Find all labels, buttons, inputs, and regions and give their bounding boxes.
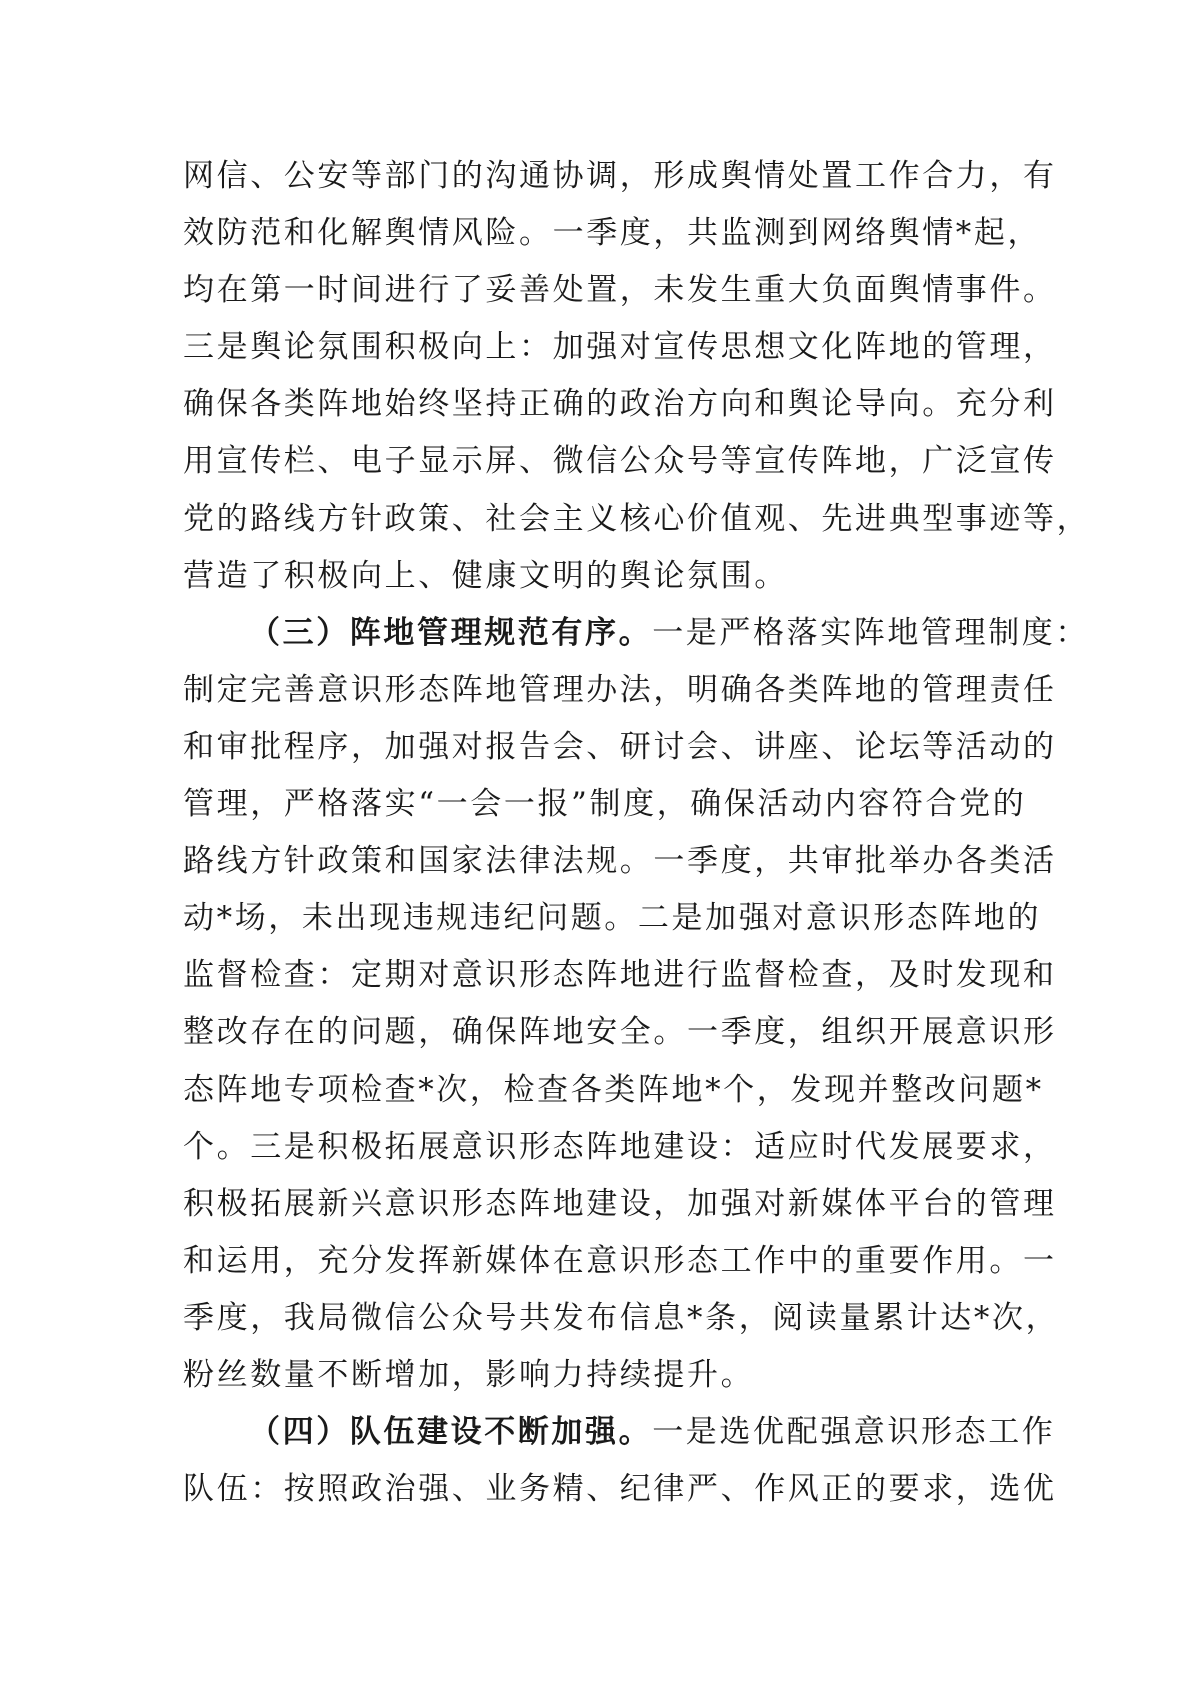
- text-line: 积极拓展新兴意识形态阵地建设，加强对新媒体平台的管理: [183, 1185, 1057, 1222]
- text-line: 确保各类阵地始终坚持正确的政治方向和舆论导向。充分利: [183, 386, 1057, 423]
- text-line: 管理，严格落实“一会一报”制度，确保活动内容符合党的: [183, 786, 1027, 823]
- text-line: 和审批程序，加强对报告会、研讨会、讲座、论坛等活动的: [183, 728, 1057, 765]
- text-line: 网信、公安等部门的沟通协调，形成舆情处置工作合力，有: [183, 158, 1057, 194]
- text-line: 个。三是积极拓展意识形态阵地建设：适应时代发展要求，: [183, 1128, 1057, 1165]
- text-line: 和运用，充分发挥新媒体在意识形态工作中的重要作用。一: [183, 1242, 1057, 1279]
- text-line: 三是舆论氛围积极向上：加强对宣传思想文化阵地的管理，: [183, 329, 1057, 366]
- body-text: [183, 148, 1091, 1518]
- text-line: 态阵地专项检查*次，检查各类阵地*个，发现并整改问题*: [183, 1071, 1044, 1108]
- text-line: 均在第一时间进行了妥善处置，未发生重大负面舆情事件。: [183, 272, 1057, 309]
- section-3-first-line: [183, 605, 1090, 662]
- section-4-first-line: [183, 1404, 1056, 1461]
- section-heading-4: （四）队伍建设不断加强。: [249, 1414, 653, 1451]
- text-line: 动*场，未出现违规违纪问题。二是加强对意识形态阵地的: [183, 900, 1042, 937]
- text-line: 整改存在的问题，确保阵地安全。一季度，组织开展意识形: [183, 1014, 1057, 1051]
- text-line: 粉丝数量不断增加，影响力持续提升。: [183, 1356, 755, 1393]
- section-4-first-line-text: 一是选优配强意识形态工作: [652, 1414, 1056, 1451]
- text-line: 用宣传栏、电子显示屏、微信公众号等宣传阵地，广泛宣传: [183, 443, 1057, 480]
- section-3-first-line-text: 一是严格落实阵地管理制度：: [652, 614, 1090, 651]
- section-heading-3: （三）阵地管理规范有序。: [249, 614, 653, 651]
- text-line: 路线方针政策和国家法律法规。一季度，共审批举办各类活: [183, 843, 1057, 880]
- text-line: 队伍：按照政治强、业务精、纪律严、作风正的要求，选优: [183, 1471, 1057, 1508]
- text-line: 党的路线方针政策、社会主义核心价值观、先进典型事迹等，: [183, 500, 1091, 537]
- text-line: 效防范和化解舆情风险。一季度，共监测到网络舆情*起，: [183, 215, 1042, 252]
- text-line: 季度，我局微信公众号共发布信息*条，阅读量累计达*次，: [183, 1299, 1060, 1336]
- text-line: 制定完善意识形态阵地管理办法，明确各类阵地的管理责任: [183, 671, 1057, 708]
- text-line: 营造了积极向上、健康文明的舆论氛围。: [183, 557, 788, 594]
- text-line: 监督检查：定期对意识形态阵地进行监督检查，及时发现和: [183, 957, 1057, 994]
